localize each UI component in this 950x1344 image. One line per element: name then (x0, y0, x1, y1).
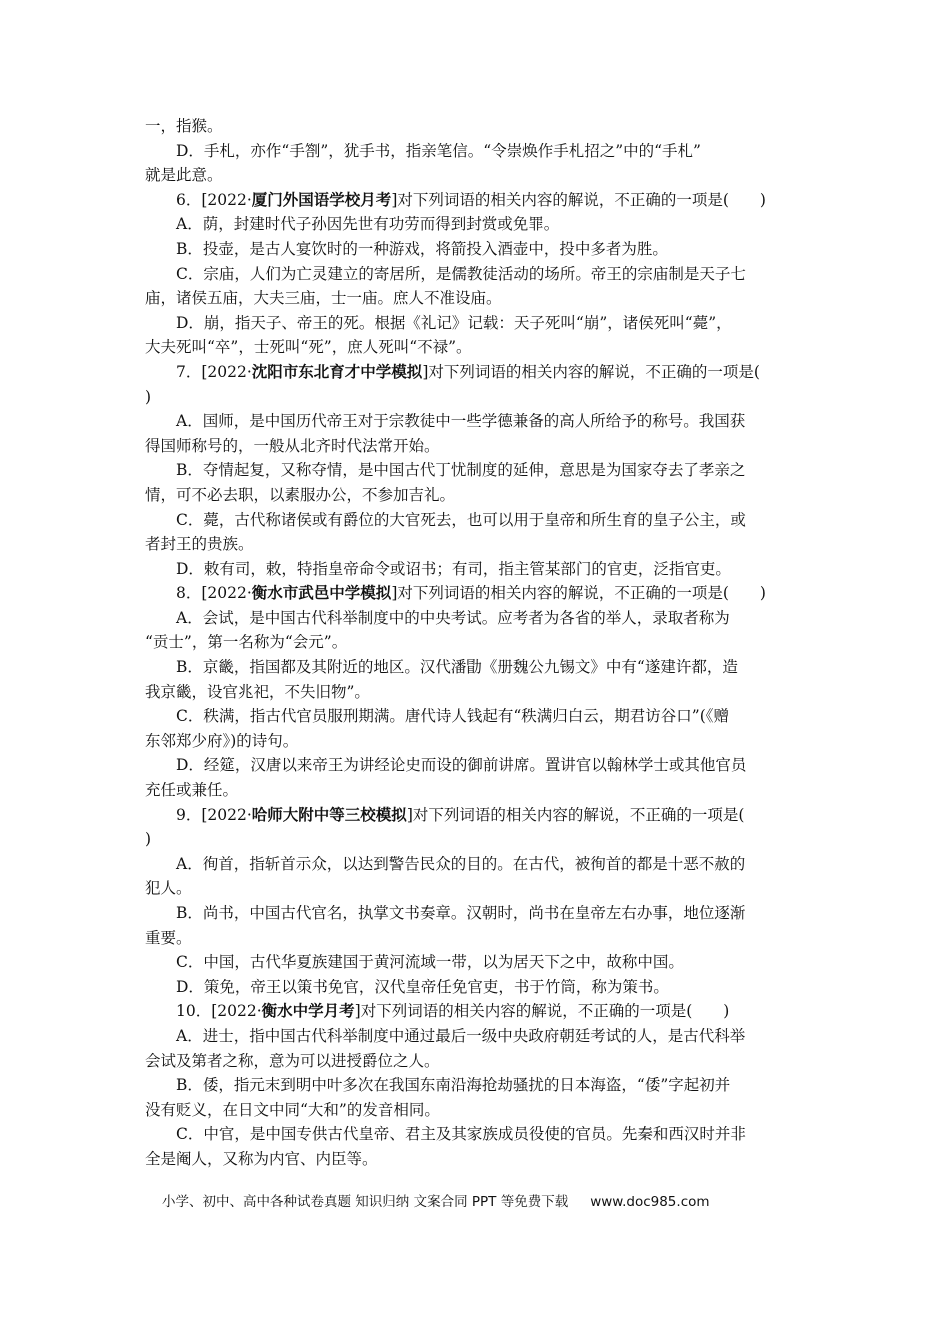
text-line: B．倭，指元末到明中叶多次在我国东南沿海抢劫骚扰的日本海盗，“倭”字起初并 (176, 1076, 731, 1095)
text-line: 就是此意。 (145, 166, 223, 185)
text-line: A．荫，封建时代子孙因先世有功劳而得到封赏或免罪。 (176, 215, 560, 234)
text-line: C．宗庙，人们为亡灵建立的寄居所，是儒教徒活动的场所。帝王的宗庙制是天子七 (176, 264, 746, 283)
question-number: 10．[2022· (176, 1002, 262, 1021)
footer-site-link[interactable]: www.doc985.com (590, 1194, 710, 1210)
text-line (145, 803, 807, 828)
question-number: 8．[2022· (176, 584, 252, 603)
question-number: 6．[2022· (176, 190, 252, 209)
text-line: 一，指猴。 (145, 117, 223, 135)
text-line: 者封王的贵族。 (145, 535, 254, 554)
text-line: 犯人。 (145, 879, 192, 898)
text-line: 会试及第者之称，意为可以进授爵位之人。 (145, 1051, 440, 1070)
text-line: D．策免，帝王以策书免官，汉代皇帝任免官吏，书于竹筒，称为策书。 (176, 977, 669, 996)
text-line: ) (145, 830, 152, 849)
question-stem: ]对下列词语的相关内容的解说，不正确的一项是( (422, 362, 760, 381)
text-line: D．经筵，汉唐以来帝王为讲经论史而设的御前讲席。置讲官以翰林学士或其他官员 (176, 756, 747, 775)
text-line: ) (145, 387, 152, 406)
question-source: 沈阳市东北育才中学模拟 (251, 362, 423, 381)
text-line: C．秩满，指古代官员服刑期满。唐代诗人钱起有“秩满归白云，期君访谷口”(《赠 (176, 707, 730, 726)
text-line: “贡士”，第一名称为“会元”。 (145, 633, 348, 652)
text-line: C．中国，古代华夏族建国于黄河流域一带，以为居天下之中，故称中国。 (176, 953, 684, 972)
text-line: A．国师，是中国历代帝王对于宗教徒中一些学德兼备的高人所给予的称号。我国获 (176, 412, 746, 431)
text-line: 情，可不必去职，以素服办公，不参加吉礼。 (145, 485, 456, 504)
text-line: 我京畿，设官兆祀，不失旧物”。 (145, 682, 370, 701)
text-line: A．进士，指中国古代科举制度中通过最后一级中央政府朝廷考试的人，是古代科举 (176, 1026, 746, 1045)
text-line: 全是阉人，又称为内官、内臣等。 (145, 1149, 378, 1168)
question-source: 哈师大附中等三校模拟 (251, 805, 407, 824)
question-source: 厦门外国语学校月考 (251, 190, 392, 209)
text-line: 重要。 (145, 928, 192, 947)
text-line: C．薨，古代称诸侯或有爵位的大官死去，也可以用于皇帝和所生育的皇子公主，或 (176, 510, 746, 529)
question-stem: ]对下列词语的相关内容的解说，不正确的一项是( ) (391, 584, 766, 603)
text-line: 东邻郑少府》)的诗句。 (145, 731, 299, 750)
text-line: 大夫死叫“卒”，士死叫“死”，庶人死叫“不禄”。 (145, 338, 472, 357)
text-line: 得国师称号的，一般从北齐时代法常开始。 (145, 436, 440, 455)
text-line: B．尚书，中国古代官名，执掌文书奏章。汉朝时，尚书在皇帝左右办事，地位逐渐 (176, 904, 746, 922)
text-line: 充任或兼任。 (145, 781, 239, 800)
text-line: B．京畿，指国都及其附近的地区。汉代潘勖《册魏公九锡文》中有“遂建许都，造 (176, 658, 738, 677)
question-stem: ]对下列词语的相关内容的解说，不正确的一项是( (406, 805, 745, 824)
text-line (145, 188, 807, 213)
text-line: D．敕有司，敕，特指皇帝命令或诏书；有司，指主管某部门的官吏，泛指官吏。 (176, 559, 731, 578)
question-stem: ]对下列词语的相关内容的解说，不正确的一项是( ) (391, 190, 766, 209)
text-line: C．中官，是中国专供古代皇帝、君主及其家族成员役使的官员。先秦和西汉时并非 (176, 1125, 746, 1144)
text-line: A．徇首，指斩首示众，以达到警告民众的目的。在古代，被徇首的都是十恶不赦的 (176, 854, 746, 873)
text-line (145, 999, 807, 1024)
question-stem: ]对下列词语的相关内容的解说，不正确的一项是( ) (354, 1002, 730, 1021)
document-body (145, 114, 807, 1172)
text-line: D．手札，亦作“手劄”，犹手书，指亲笔信。“令崇焕作手札招之”中的“手札” (176, 141, 701, 160)
text-line: D．崩，指天子、帝王的死。根据《礼记》记载：天子死叫“崩”，诸侯死叫“薨”， (176, 313, 732, 332)
question-source: 衡水中学月考 (261, 1002, 355, 1021)
text-line: B．投壶，是古人宴饮时的一种游戏，将箭投入酒壶中，投中多者为胜。 (176, 239, 668, 258)
question-number: 9．[2022· (176, 805, 252, 824)
text-line: B．夺情起复，又称夺情，是中国古代丁忧制度的延伸，意思是为国家夺去了孝亲之 (176, 461, 746, 480)
text-line (145, 581, 807, 606)
footer-text: 小学、初中、高中各种试卷真题 知识归纳 文案合同 PPT 等免费下载 (162, 1194, 569, 1210)
text-line (145, 360, 807, 385)
page-footer (162, 1192, 710, 1212)
question-source: 衡水市武邑中学模拟 (251, 584, 392, 603)
text-line: A．会试，是中国古代科举制度中的中央考试。应考者为各省的举人，录取者称为 (176, 608, 730, 627)
question-number: 7．[2022· (176, 362, 252, 381)
text-line: 庙，诸侯五庙，大夫三庙，士一庙。庶人不准设庙。 (145, 289, 502, 308)
text-line: 没有贬义，在日文中同“大和”的发音相同。 (145, 1100, 440, 1119)
